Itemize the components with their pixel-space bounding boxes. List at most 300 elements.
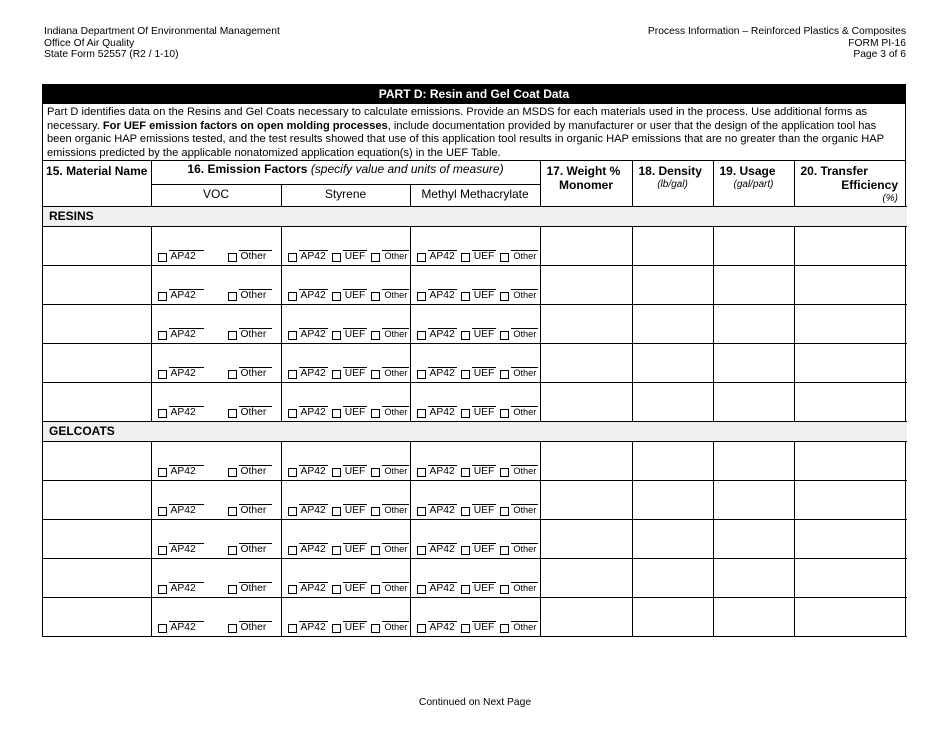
density-input[interactable]	[632, 442, 713, 481]
material-name-input[interactable]	[43, 520, 151, 559]
weight-input[interactable]	[540, 266, 632, 305]
other-checkbox[interactable]	[500, 624, 509, 633]
material-name-input[interactable]	[43, 559, 151, 598]
uef-checkbox[interactable]	[461, 468, 470, 477]
voc-cell	[152, 481, 281, 519]
weight-input[interactable]	[540, 598, 632, 637]
uef-label: UEF	[344, 622, 366, 633]
other-label: Other	[513, 544, 537, 554]
ap42-label: AP42	[300, 251, 326, 262]
other-checkbox[interactable]	[228, 468, 237, 477]
mma-factor-input[interactable]	[410, 442, 540, 481]
styrene-options	[288, 250, 410, 262]
other-checkbox[interactable]	[500, 292, 509, 301]
density-input[interactable]	[632, 305, 713, 344]
styrene-factor-input[interactable]	[281, 598, 410, 637]
other-label: Other	[239, 406, 273, 418]
uef-checkbox[interactable]	[332, 292, 341, 301]
mma-cell	[411, 442, 540, 480]
styrene-factor-input[interactable]	[281, 383, 410, 422]
other-label: Other	[384, 466, 408, 476]
continued-note: Continued on Next Page	[418, 697, 532, 708]
styrene-options	[288, 328, 410, 340]
other-label: Other	[384, 544, 408, 554]
voc-factor-input[interactable]	[151, 520, 281, 559]
material-name-input[interactable]	[43, 481, 151, 520]
usage-label: 19. Usage	[719, 164, 776, 178]
weight-input[interactable]	[540, 481, 632, 520]
part-instructions	[43, 104, 905, 161]
mma-options	[417, 367, 539, 379]
uef-checkbox[interactable]	[461, 585, 470, 594]
uef-checkbox[interactable]	[332, 468, 341, 477]
agency-name: Indiana Department Of Environmental Management	[44, 26, 280, 37]
mma-options	[417, 543, 539, 555]
mma-factor-input[interactable]	[410, 383, 540, 422]
intro-bold-text: For UEF emission factors on open molding processes	[102, 119, 388, 132]
ap42-checkbox[interactable]	[417, 331, 426, 340]
density-input[interactable]	[632, 481, 713, 520]
usage-input[interactable]	[713, 383, 794, 422]
usage-input[interactable]	[713, 344, 794, 383]
other-checkbox[interactable]	[500, 546, 509, 555]
ap42-label: AP42	[300, 329, 326, 340]
xfer-label-1: 20. Transfer	[800, 164, 868, 178]
transfer-efficiency-input[interactable]	[794, 305, 907, 344]
other-checkbox[interactable]	[371, 624, 380, 633]
ap42-checkbox[interactable]	[158, 253, 167, 262]
uef-label: UEF	[344, 505, 366, 516]
mma-factor-input[interactable]	[410, 559, 540, 598]
voc-ap42-option[interactable]	[158, 250, 204, 262]
table-row	[43, 344, 907, 383]
usage-input[interactable]	[713, 559, 794, 598]
voc-other-option[interactable]	[228, 543, 273, 555]
other-checkbox[interactable]	[371, 370, 380, 379]
density-input[interactable]	[632, 559, 713, 598]
section-gelcoats	[43, 422, 907, 442]
ap42-checkbox[interactable]	[158, 409, 167, 418]
other-checkbox[interactable]	[371, 331, 380, 340]
transfer-efficiency-input[interactable]	[794, 481, 907, 520]
voc-ap42-option[interactable]	[158, 406, 204, 418]
uef-checkbox[interactable]	[461, 409, 470, 418]
transfer-efficiency-input[interactable]	[794, 598, 907, 637]
ap42-checkbox[interactable]	[288, 546, 297, 555]
col-emission-factors	[151, 161, 540, 185]
other-label: Other	[513, 407, 537, 417]
voc-factor-input[interactable]	[151, 305, 281, 344]
material-name-input[interactable]	[43, 227, 151, 266]
ap42-label: AP42	[300, 407, 326, 418]
voc-cell	[152, 559, 281, 597]
material-name-input[interactable]	[43, 266, 151, 305]
other-checkbox[interactable]	[371, 292, 380, 301]
styrene-cell	[282, 520, 410, 558]
styrene-cell	[282, 559, 410, 597]
styrene-factor-input[interactable]	[281, 266, 410, 305]
xfer-unit: (%)	[882, 193, 898, 204]
col-density	[632, 161, 713, 207]
transfer-efficiency-input[interactable]	[794, 344, 907, 383]
styrene-options	[288, 543, 410, 555]
density-input[interactable]	[632, 520, 713, 559]
transfer-efficiency-input[interactable]	[794, 227, 907, 266]
other-label: Other	[513, 368, 537, 378]
uef-checkbox[interactable]	[461, 331, 470, 340]
voc-other-option[interactable]	[228, 250, 273, 262]
ap42-checkbox[interactable]	[417, 292, 426, 301]
other-label: Other	[239, 543, 273, 555]
usage-input[interactable]	[713, 520, 794, 559]
voc-ap42-option[interactable]	[158, 543, 204, 555]
material-name-input[interactable]	[43, 383, 151, 422]
voc-factor-input[interactable]	[151, 442, 281, 481]
other-label: Other	[239, 250, 273, 262]
xfer-label-2-line	[795, 178, 908, 206]
ap42-checkbox[interactable]	[158, 292, 167, 301]
material-name-input[interactable]	[43, 442, 151, 481]
other-checkbox[interactable]	[371, 253, 380, 262]
transfer-efficiency-input[interactable]	[794, 266, 907, 305]
mma-factor-input[interactable]	[410, 481, 540, 520]
ap42-checkbox[interactable]	[288, 624, 297, 633]
voc-cell	[152, 383, 281, 421]
other-checkbox[interactable]	[371, 585, 380, 594]
ap42-checkbox[interactable]	[288, 253, 297, 262]
styrene-factor-input[interactable]	[281, 305, 410, 344]
mma-cell	[411, 266, 540, 304]
col-styrene: Styrene	[281, 185, 410, 207]
uef-checkbox[interactable]	[461, 624, 470, 633]
ap42-checkbox[interactable]	[417, 409, 426, 418]
voc-cell	[152, 598, 281, 636]
voc-other-option[interactable]	[228, 621, 273, 633]
section-resins	[43, 207, 907, 227]
other-checkbox[interactable]	[228, 585, 237, 594]
mma-cell	[411, 383, 540, 421]
other-checkbox[interactable]	[500, 468, 509, 477]
styrene-options	[288, 582, 410, 594]
usage-input[interactable]	[713, 481, 794, 520]
voc-other-option[interactable]	[228, 465, 273, 477]
ap42-checkbox[interactable]	[158, 546, 167, 555]
other-label: Other	[239, 465, 273, 477]
other-checkbox[interactable]	[228, 331, 237, 340]
col-transfer-efficiency	[794, 161, 907, 207]
styrene-options	[288, 465, 410, 477]
state-form-number: State Form 52557 (R2 / 1-10)	[44, 49, 179, 61]
voc-other-option[interactable]	[228, 367, 273, 379]
xfer-label-2: Efficiency	[841, 178, 898, 192]
uef-label: UEF	[344, 407, 366, 418]
voc-other-option[interactable]	[228, 406, 273, 418]
ap42-checkbox[interactable]	[288, 370, 297, 379]
weight-input[interactable]	[540, 559, 632, 598]
transfer-efficiency-input[interactable]	[794, 520, 907, 559]
ap42-checkbox[interactable]	[158, 331, 167, 340]
other-label: Other	[513, 466, 537, 476]
uef-label: UEF	[473, 583, 495, 594]
uef-checkbox[interactable]	[461, 370, 470, 379]
ap42-checkbox[interactable]	[158, 468, 167, 477]
ap42-label: AP42	[429, 544, 455, 555]
ap42-checkbox[interactable]	[158, 585, 167, 594]
other-label: Other	[239, 367, 273, 379]
ap42-label: AP42	[300, 622, 326, 633]
mma-factor-input[interactable]	[410, 305, 540, 344]
mma-options	[417, 504, 539, 516]
other-checkbox[interactable]	[371, 507, 380, 516]
usage-input[interactable]	[713, 227, 794, 266]
other-label: Other	[384, 368, 408, 378]
voc-cell	[152, 344, 281, 382]
styrene-cell	[282, 344, 410, 382]
uef-checkbox[interactable]	[461, 292, 470, 301]
density-input[interactable]	[632, 598, 713, 637]
ap42-checkbox[interactable]	[158, 624, 167, 633]
usage-input[interactable]	[713, 442, 794, 481]
voc-ap42-option[interactable]	[158, 289, 204, 301]
styrene-factor-input[interactable]	[281, 344, 410, 383]
voc-ap42-option[interactable]	[158, 465, 204, 477]
uef-label: UEF	[473, 466, 495, 477]
intro-text-1: Part D identifies data on the Resins and Gel Coats necessary to calculate emissions. Provide an MSDS for each materials used in the process. Use additional forms as necessary.	[47, 106, 868, 132]
uef-checkbox[interactable]	[332, 253, 341, 262]
voc-factor-input[interactable]	[151, 383, 281, 422]
uef-checkbox[interactable]	[461, 253, 470, 262]
other-checkbox[interactable]	[500, 331, 509, 340]
density-input[interactable]	[632, 344, 713, 383]
styrene-cell	[282, 481, 410, 519]
ap42-label: AP42	[300, 466, 326, 477]
other-checkbox[interactable]	[500, 507, 509, 516]
ap42-label: AP42	[169, 543, 204, 555]
ap42-checkbox[interactable]	[288, 409, 297, 418]
styrene-cell	[282, 598, 410, 636]
table-row	[43, 442, 907, 481]
mma-options	[417, 289, 539, 301]
density-input[interactable]	[632, 266, 713, 305]
voc-other-option[interactable]	[228, 328, 273, 340]
uef-checkbox[interactable]	[332, 370, 341, 379]
other-label: Other	[239, 504, 273, 516]
uef-label: UEF	[344, 368, 366, 379]
weight-input[interactable]	[540, 344, 632, 383]
ap42-label: AP42	[169, 250, 204, 262]
material-name-input[interactable]	[43, 305, 151, 344]
weight-input[interactable]	[540, 383, 632, 422]
form-code: FORM PI-16	[848, 37, 906, 49]
other-label: Other	[513, 583, 537, 593]
col-material-name: 15. Material Name	[43, 161, 151, 207]
weight-label-1: 17. Weight %	[546, 164, 621, 178]
table-row	[43, 481, 907, 520]
table-row	[43, 520, 907, 559]
other-checkbox[interactable]	[228, 507, 237, 516]
uef-checkbox[interactable]	[332, 507, 341, 516]
uef-label: UEF	[473, 290, 495, 301]
mma-factor-input[interactable]	[410, 344, 540, 383]
ap42-checkbox[interactable]	[417, 507, 426, 516]
styrene-factor-input[interactable]	[281, 442, 410, 481]
resin-gelcoat-table	[43, 161, 907, 637]
mma-cell	[411, 344, 540, 382]
ap42-label: AP42	[429, 505, 455, 516]
ap42-label: AP42	[169, 504, 204, 516]
other-label: Other	[513, 622, 537, 632]
ap42-checkbox[interactable]	[417, 585, 426, 594]
ap42-label: AP42	[300, 505, 326, 516]
other-checkbox[interactable]	[228, 253, 237, 262]
other-label: Other	[239, 328, 273, 340]
intro-text-2: , include documentation provided by manufacturer or user that the design of the application tool has been organic HAP emissions tested, and the test results showed that use of this application tool results in organic HAP emissions that are no greater than the organic HAP emissions predicted by the applicable nonatomized application equation(s) in the UEF Table.	[47, 119, 884, 159]
ap42-label: AP42	[429, 622, 455, 633]
other-checkbox[interactable]	[228, 370, 237, 379]
voc-factor-input[interactable]	[151, 559, 281, 598]
ap42-checkbox[interactable]	[288, 292, 297, 301]
styrene-cell	[282, 442, 410, 480]
mma-factor-input[interactable]	[410, 227, 540, 266]
other-checkbox[interactable]	[228, 546, 237, 555]
voc-factor-input[interactable]	[151, 598, 281, 637]
usage-input[interactable]	[713, 305, 794, 344]
voc-factor-input[interactable]	[151, 344, 281, 383]
other-checkbox[interactable]	[500, 370, 509, 379]
other-label: Other	[384, 290, 408, 300]
usage-input[interactable]	[713, 266, 794, 305]
mma-factor-input[interactable]	[410, 520, 540, 559]
other-checkbox[interactable]	[500, 409, 509, 418]
voc-ap42-option[interactable]	[158, 621, 204, 633]
ap42-checkbox[interactable]	[158, 507, 167, 516]
other-label: Other	[239, 621, 273, 633]
mma-factor-input[interactable]	[410, 598, 540, 637]
voc-factor-input[interactable]	[151, 227, 281, 266]
other-checkbox[interactable]	[371, 546, 380, 555]
ap42-checkbox[interactable]	[417, 253, 426, 262]
col-voc: VOC	[151, 185, 281, 207]
table-row	[43, 383, 907, 422]
ap42-checkbox[interactable]	[417, 546, 426, 555]
uef-label: UEF	[473, 622, 495, 633]
transfer-efficiency-input[interactable]	[794, 383, 907, 422]
uef-label: UEF	[344, 329, 366, 340]
density-input[interactable]	[632, 383, 713, 422]
voc-other-option[interactable]	[228, 289, 273, 301]
uef-checkbox[interactable]	[332, 331, 341, 340]
other-label: Other	[239, 582, 273, 594]
ap42-checkbox[interactable]	[417, 624, 426, 633]
other-checkbox[interactable]	[371, 409, 380, 418]
other-label: Other	[384, 583, 408, 593]
uef-label: UEF	[344, 466, 366, 477]
density-unit: (lb/gal)	[657, 179, 688, 190]
table-row	[43, 305, 907, 344]
styrene-options	[288, 289, 410, 301]
styrene-cell	[282, 383, 410, 421]
part-title: PART D: Resin and Gel Coat Data	[43, 85, 905, 104]
mma-factor-input[interactable]	[410, 266, 540, 305]
office-name: Office Of Air Quality	[44, 37, 135, 49]
styrene-factor-input[interactable]	[281, 481, 410, 520]
uef-checkbox[interactable]	[461, 507, 470, 516]
mma-cell	[411, 227, 540, 265]
voc-ap42-option[interactable]	[158, 367, 204, 379]
ap42-label: AP42	[300, 290, 326, 301]
ap42-label: AP42	[300, 583, 326, 594]
other-checkbox[interactable]	[500, 585, 509, 594]
table-row	[43, 227, 907, 266]
uef-label: UEF	[344, 251, 366, 262]
voc-other-option[interactable]	[228, 582, 273, 594]
ap42-checkbox[interactable]	[288, 585, 297, 594]
styrene-options	[288, 367, 410, 379]
weight-input[interactable]	[540, 305, 632, 344]
uef-checkbox[interactable]	[332, 546, 341, 555]
ap42-label: AP42	[169, 367, 204, 379]
table-row	[43, 559, 907, 598]
emission-factors-label: 16. Emission Factors	[187, 162, 308, 176]
other-checkbox[interactable]	[228, 292, 237, 301]
voc-factor-input[interactable]	[151, 481, 281, 520]
styrene-factor-input[interactable]	[281, 559, 410, 598]
ap42-checkbox[interactable]	[417, 370, 426, 379]
weight-input[interactable]	[540, 227, 632, 266]
uef-checkbox[interactable]	[332, 409, 341, 418]
density-input[interactable]	[632, 227, 713, 266]
ap42-checkbox[interactable]	[288, 507, 297, 516]
mma-options	[417, 621, 539, 633]
voc-cell	[152, 305, 281, 343]
usage-input[interactable]	[713, 598, 794, 637]
styrene-factor-input[interactable]	[281, 520, 410, 559]
ap42-checkbox[interactable]	[158, 370, 167, 379]
uef-checkbox[interactable]	[332, 624, 341, 633]
weight-input[interactable]	[540, 520, 632, 559]
styrene-factor-input[interactable]	[281, 227, 410, 266]
voc-factor-input[interactable]	[151, 266, 281, 305]
ap42-checkbox[interactable]	[417, 468, 426, 477]
ap42-checkbox[interactable]	[288, 331, 297, 340]
ap42-label: AP42	[429, 466, 455, 477]
styrene-cell	[282, 266, 410, 304]
ap42-checkbox[interactable]	[288, 468, 297, 477]
other-label: Other	[384, 407, 408, 417]
other-checkbox[interactable]	[371, 468, 380, 477]
voc-other-option[interactable]	[228, 504, 273, 516]
uef-label: UEF	[473, 505, 495, 516]
other-checkbox[interactable]	[228, 409, 237, 418]
uef-checkbox[interactable]	[461, 546, 470, 555]
mma-cell	[411, 520, 540, 558]
transfer-efficiency-input[interactable]	[794, 442, 907, 481]
voc-ap42-option[interactable]	[158, 328, 204, 340]
page-number: Page 3 of 6	[853, 49, 906, 61]
other-label: Other	[513, 505, 537, 515]
weight-input[interactable]	[540, 442, 632, 481]
other-checkbox[interactable]	[500, 253, 509, 262]
transfer-efficiency-input[interactable]	[794, 559, 907, 598]
other-label: Other	[513, 251, 537, 261]
table-row	[43, 266, 907, 305]
voc-ap42-option[interactable]	[158, 504, 204, 516]
uef-checkbox[interactable]	[332, 585, 341, 594]
voc-ap42-option[interactable]	[158, 582, 204, 594]
material-name-input[interactable]	[43, 598, 151, 637]
other-checkbox[interactable]	[228, 624, 237, 633]
material-name-input[interactable]	[43, 344, 151, 383]
